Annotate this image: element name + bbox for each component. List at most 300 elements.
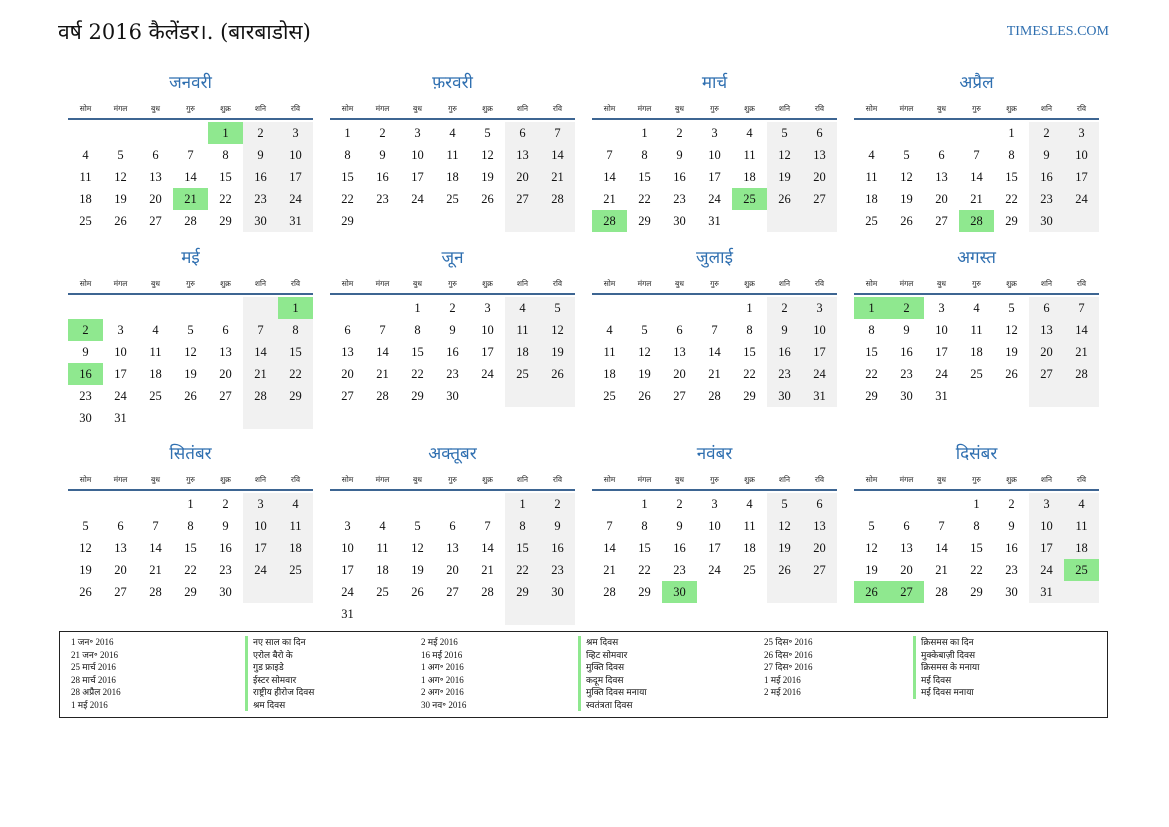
day-cell: 3	[344, 519, 351, 533]
day-cell: 11	[743, 519, 756, 533]
day-cell: 28	[935, 585, 948, 599]
weekday-label: मंगल	[637, 104, 652, 113]
holiday-date: 1 अग॰ 2016	[421, 674, 464, 685]
holiday-date: 1 मई 2016	[764, 674, 801, 685]
day-cell: 18	[1064, 537, 1099, 559]
day-cell: 21	[243, 363, 278, 385]
day-cell: 13	[505, 144, 540, 166]
day-grid	[854, 297, 1099, 407]
day-cell: 26	[1005, 367, 1018, 381]
day-cell: 4	[449, 126, 456, 140]
day-cell: 22	[341, 192, 354, 206]
day-cell: 30	[446, 389, 459, 403]
day-cell: 31	[114, 411, 127, 425]
day-cell: 28	[1064, 363, 1099, 385]
day-cell: 20	[1029, 341, 1064, 363]
day-cell: 2	[676, 497, 683, 511]
day-empty	[365, 493, 400, 515]
weekday-label: बुध	[937, 279, 946, 288]
day-cell: 2	[243, 122, 278, 144]
day-cell: 29	[411, 389, 424, 403]
holiday-date: 26 दिस॰ 2016	[764, 649, 813, 660]
day-cell: 20	[219, 367, 232, 381]
day-cell: 5	[868, 519, 875, 533]
weekday-label: गुरु	[448, 104, 457, 113]
day-cell: 14	[1064, 319, 1099, 341]
day-empty	[1064, 385, 1099, 407]
day-cell: 18	[376, 563, 389, 577]
day-cell: 15	[638, 170, 651, 184]
day-grid	[330, 297, 575, 407]
weekday-label: बुध	[675, 104, 684, 113]
day-cell: 4	[82, 148, 89, 162]
day-cell-holiday: 27	[889, 581, 924, 603]
weekday-header	[592, 277, 837, 295]
day-empty	[505, 210, 540, 232]
day-cell: 20	[114, 563, 127, 577]
day-cell: 29	[278, 385, 313, 407]
day-cell: 8	[641, 148, 648, 162]
day-cell: 19	[540, 341, 575, 363]
day-empty	[924, 122, 959, 144]
day-cell: 28	[243, 385, 278, 407]
day-cell: 14	[481, 541, 494, 555]
day-cell: 7	[938, 519, 945, 533]
day-cell: 15	[1005, 170, 1018, 184]
day-cell: 14	[540, 144, 575, 166]
day-cell: 10	[708, 148, 721, 162]
day-cell: 26	[79, 585, 92, 599]
day-cell: 21	[708, 367, 721, 381]
weekday-label: मंगल	[899, 104, 914, 113]
weekday-label: बुध	[413, 475, 422, 484]
day-cell: 30	[767, 385, 802, 407]
day-cell: 7	[711, 323, 718, 337]
month-block	[592, 247, 837, 443]
day-cell: 27	[341, 389, 354, 403]
day-empty	[243, 297, 278, 319]
holiday-name: गुड फ्राइडे	[245, 661, 421, 674]
day-cell: 2	[379, 126, 386, 140]
month-name: अप्रैल	[959, 73, 994, 93]
holiday-name: राष्ट्रीय हीरोज दिवस	[245, 686, 421, 699]
holiday-name: मई दिवस	[913, 674, 1093, 687]
day-cell: 19	[79, 563, 92, 577]
weekday-label: रवि	[814, 475, 825, 484]
day-cell: 9	[767, 319, 802, 341]
weekday-label: सोम	[603, 279, 616, 288]
day-cell: 4	[973, 301, 980, 315]
day-cell: 24	[481, 367, 494, 381]
day-cell: 3	[938, 301, 945, 315]
day-cell: 3	[802, 297, 837, 319]
day-cell: 28	[603, 585, 616, 599]
weekday-label: मंगल	[637, 279, 652, 288]
day-cell: 26	[767, 188, 802, 210]
day-empty	[592, 493, 627, 515]
day-empty	[68, 493, 103, 515]
day-cell: 5	[641, 323, 648, 337]
holiday-name: मुक्ति दिवस	[578, 661, 764, 674]
day-cell: 12	[481, 148, 494, 162]
day-cell: 12	[184, 345, 197, 359]
day-cell: 12	[767, 515, 802, 537]
day-cell: 29	[638, 585, 651, 599]
day-empty	[540, 210, 575, 232]
day-cell: 22	[278, 363, 313, 385]
weekday-label: मंगल	[637, 475, 652, 484]
weekday-label: मंगल	[375, 279, 390, 288]
weekday-label: गुरु	[186, 104, 195, 113]
day-cell: 20	[900, 563, 913, 577]
day-cell: 28	[481, 585, 494, 599]
day-cell: 27	[505, 188, 540, 210]
day-cell: 25	[376, 585, 389, 599]
day-cell: 13	[341, 345, 354, 359]
day-cell: 25	[743, 563, 756, 577]
day-cell: 11	[376, 541, 389, 555]
day-cell: 8	[973, 519, 980, 533]
weekday-label: शुक्र	[482, 475, 493, 484]
weekday-label: शुक्र	[744, 104, 755, 113]
day-cell: 13	[673, 345, 686, 359]
day-cell: 16	[1005, 541, 1018, 555]
day-cell: 18	[743, 170, 756, 184]
month-name: अगस्त	[957, 248, 996, 268]
month-grid	[68, 72, 1102, 623]
holiday-date: 16 मई 2016	[421, 649, 463, 660]
month-name: मार्च	[701, 73, 728, 93]
day-cell: 14	[603, 170, 616, 184]
day-cell: 4	[152, 323, 159, 337]
day-cell: 3	[414, 126, 421, 140]
day-empty	[889, 122, 924, 144]
day-empty	[243, 407, 278, 429]
day-cell: 17	[114, 367, 127, 381]
day-cell: 23	[376, 192, 389, 206]
day-cell: 15	[219, 170, 232, 184]
day-grid	[68, 297, 313, 429]
day-empty	[592, 297, 627, 319]
day-cell: 1	[414, 301, 421, 315]
day-cell: 11	[505, 319, 540, 341]
day-cell: 26	[638, 389, 651, 403]
day-cell: 30	[219, 585, 232, 599]
day-cell: 21	[149, 563, 162, 577]
day-cell: 21	[603, 192, 616, 206]
weekday-label: सोम	[865, 104, 878, 113]
weekday-label: बुध	[413, 279, 422, 288]
weekday-label: गुरु	[710, 279, 719, 288]
holiday-date: 25 मार्च 2016	[71, 662, 116, 672]
day-cell: 15	[743, 345, 756, 359]
weekday-label: शुक्र	[482, 279, 493, 288]
weekday-header	[592, 102, 837, 120]
weekday-label: बुध	[151, 475, 160, 484]
weekday-label: मंगल	[375, 475, 390, 484]
holiday-date: 28 मार्च 2016	[71, 674, 116, 685]
day-cell: 29	[341, 214, 354, 228]
weekday-label: शनि	[1040, 104, 1053, 113]
holiday-dates-col-1	[71, 636, 245, 717]
weekday-header	[592, 473, 837, 491]
day-cell: 5	[767, 493, 802, 515]
day-cell: 5	[484, 126, 491, 140]
day-cell: 23	[79, 389, 92, 403]
day-cell: 13	[219, 345, 232, 359]
day-empty	[400, 493, 435, 515]
day-empty	[592, 122, 627, 144]
day-empty	[365, 297, 400, 319]
day-cell: 9	[903, 323, 910, 337]
day-cell: 15	[341, 170, 354, 184]
holiday-date: 28 अप्रैल 2016	[71, 687, 121, 697]
weekday-label: मंगल	[899, 279, 914, 288]
day-cell: 16	[1029, 166, 1064, 188]
day-empty	[173, 122, 208, 144]
day-cell: 5	[187, 323, 194, 337]
day-cell: 12	[540, 319, 575, 341]
holiday-name: नए साल का दिन	[245, 636, 421, 649]
day-empty	[278, 581, 313, 603]
day-cell: 19	[184, 367, 197, 381]
holiday-list	[59, 631, 1108, 718]
day-cell: 9	[449, 323, 456, 337]
day-cell: 6	[344, 323, 351, 337]
day-cell: 2	[540, 493, 575, 515]
day-cell: 13	[149, 170, 162, 184]
day-empty	[540, 385, 575, 407]
day-cell: 23	[673, 192, 686, 206]
day-cell: 14	[243, 341, 278, 363]
day-cell: 20	[149, 192, 162, 206]
day-cell: 22	[865, 367, 878, 381]
day-cell: 11	[446, 148, 459, 162]
day-cell: 12	[114, 170, 127, 184]
day-cell: 21	[1064, 341, 1099, 363]
weekday-label: गुरु	[710, 475, 719, 484]
day-cell: 8	[641, 519, 648, 533]
day-cell: 16	[673, 170, 686, 184]
weekday-label: सोम	[603, 475, 616, 484]
day-cell: 10	[1029, 515, 1064, 537]
day-cell: 1	[973, 497, 980, 511]
weekday-label: शनि	[778, 475, 791, 484]
weekday-label: रवि	[814, 104, 825, 113]
holiday-dates-col-3	[764, 636, 913, 717]
day-grid	[592, 122, 837, 232]
day-cell: 21	[935, 563, 948, 577]
day-cell: 16	[540, 537, 575, 559]
site-link[interactable]: TIMESLES.COM	[1006, 24, 1109, 39]
day-cell: 8	[868, 323, 875, 337]
day-cell: 8	[1008, 148, 1015, 162]
weekday-label: रवि	[552, 279, 563, 288]
day-cell: 1	[344, 126, 351, 140]
day-cell: 16	[446, 345, 459, 359]
day-cell: 25	[505, 363, 540, 385]
day-cell: 14	[970, 170, 983, 184]
day-cell: 25	[79, 214, 92, 228]
day-cell: 30	[540, 581, 575, 603]
holiday-names-col-1	[245, 636, 421, 717]
day-cell: 16	[243, 166, 278, 188]
weekday-label: मंगल	[113, 475, 128, 484]
day-cell: 30	[1005, 585, 1018, 599]
day-cell: 21	[970, 192, 983, 206]
day-empty	[103, 493, 138, 515]
day-cell: 10	[935, 323, 948, 337]
day-cell: 9	[540, 515, 575, 537]
month-block	[854, 443, 1099, 623]
holiday-date: 1 जन॰ 2016	[71, 637, 114, 647]
day-cell: 9	[222, 519, 229, 533]
day-cell-holiday: 21	[173, 188, 208, 210]
day-cell: 22	[638, 192, 651, 206]
holiday-name: क्रिसमस के मनाया	[913, 661, 1093, 674]
day-cell: 18	[278, 537, 313, 559]
holiday-dates-col-2	[421, 636, 578, 717]
day-empty	[435, 493, 470, 515]
day-cell: 9	[676, 519, 683, 533]
weekday-label: रवि	[552, 475, 563, 484]
day-grid	[592, 493, 837, 603]
day-cell: 28	[376, 389, 389, 403]
day-cell: 1	[187, 497, 194, 511]
day-cell: 18	[446, 170, 459, 184]
weekday-header	[330, 473, 575, 491]
day-cell: 29	[970, 585, 983, 599]
day-cell: 26	[184, 389, 197, 403]
day-cell: 7	[187, 148, 194, 162]
day-cell: 28	[184, 214, 197, 228]
day-cell: 26	[411, 585, 424, 599]
day-cell: 3	[117, 323, 124, 337]
day-cell: 21	[540, 166, 575, 188]
holiday-name: स्वतंत्रता दिवस	[578, 699, 764, 712]
day-cell: 26	[540, 363, 575, 385]
day-cell: 3	[711, 497, 718, 511]
day-grid	[854, 122, 1099, 232]
day-cell: 25	[278, 559, 313, 581]
month-name: जून	[441, 248, 464, 268]
day-empty	[697, 297, 732, 319]
day-empty	[138, 493, 173, 515]
day-empty	[68, 297, 103, 319]
day-cell: 23	[243, 188, 278, 210]
weekday-label: मंगल	[375, 104, 390, 113]
day-cell: 20	[802, 166, 837, 188]
day-cell: 8	[344, 148, 351, 162]
day-cell: 4	[868, 148, 875, 162]
day-empty	[1064, 581, 1099, 603]
day-cell: 5	[1008, 301, 1015, 315]
day-empty	[1029, 385, 1064, 407]
day-cell: 15	[970, 541, 983, 555]
weekday-label: रवि	[290, 279, 301, 288]
weekday-label: रवि	[1076, 104, 1087, 113]
day-cell-holiday: 25	[1064, 559, 1099, 581]
month-block	[330, 443, 575, 623]
day-cell: 7	[606, 519, 613, 533]
weekday-label: शुक्र	[220, 279, 231, 288]
day-cell: 15	[411, 345, 424, 359]
day-cell: 11	[79, 170, 92, 184]
day-cell: 6	[802, 493, 837, 515]
month-block	[592, 443, 837, 623]
day-cell: 13	[802, 515, 837, 537]
weekday-label: शनि	[516, 475, 529, 484]
day-cell: 17	[341, 563, 354, 577]
holiday-name: श्रम दिवस	[578, 636, 764, 649]
day-cell: 29	[219, 214, 232, 228]
day-cell: 19	[411, 563, 424, 577]
day-cell: 7	[1064, 297, 1099, 319]
day-cell: 22	[1005, 192, 1018, 206]
day-cell: 2	[222, 497, 229, 511]
day-empty	[889, 493, 924, 515]
day-cell: 1	[641, 497, 648, 511]
day-cell: 5	[82, 519, 89, 533]
day-cell: 4	[1064, 493, 1099, 515]
month-block	[68, 247, 313, 443]
day-cell: 18	[743, 541, 756, 555]
day-cell: 8	[414, 323, 421, 337]
day-cell: 29	[184, 585, 197, 599]
day-cell: 9	[676, 148, 683, 162]
day-cell: 1	[641, 126, 648, 140]
day-cell: 8	[222, 148, 229, 162]
day-empty	[103, 297, 138, 319]
holiday-name: श्रम दिवस	[245, 699, 421, 712]
day-cell: 22	[970, 563, 983, 577]
weekday-label: सोम	[341, 104, 354, 113]
weekday-label: शुक्र	[744, 279, 755, 288]
day-cell-holiday: 1	[278, 297, 313, 319]
day-cell-holiday: 28	[959, 210, 994, 232]
day-cell: 23	[1029, 188, 1064, 210]
day-cell: 13	[900, 541, 913, 555]
day-cell: 7	[379, 323, 386, 337]
day-cell: 12	[1005, 323, 1018, 337]
day-empty	[662, 297, 697, 319]
day-cell: 20	[341, 367, 354, 381]
day-cell: 20	[446, 563, 459, 577]
weekday-label: सोम	[865, 279, 878, 288]
day-cell-holiday: 16	[68, 363, 103, 385]
day-cell: 24	[243, 559, 278, 581]
day-cell: 3	[711, 126, 718, 140]
day-cell: 22	[505, 559, 540, 581]
holiday-date: 30 नव॰ 2016	[421, 699, 467, 710]
day-cell: 5	[414, 519, 421, 533]
day-cell: 27	[149, 214, 162, 228]
day-cell: 6	[117, 519, 124, 533]
day-cell: 4	[606, 323, 613, 337]
day-cell: 17	[1064, 166, 1099, 188]
weekday-label: गुरु	[448, 279, 457, 288]
day-cell: 22	[219, 192, 232, 206]
day-cell: 16	[219, 541, 232, 555]
weekday-label: रवि	[290, 475, 301, 484]
weekday-label: बुध	[151, 279, 160, 288]
day-cell: 4	[278, 493, 313, 515]
weekday-label: शुक्र	[1006, 104, 1017, 113]
day-cell: 1	[505, 493, 540, 515]
day-cell: 19	[767, 537, 802, 559]
day-cell: 1	[746, 301, 753, 315]
day-cell: 5	[903, 148, 910, 162]
